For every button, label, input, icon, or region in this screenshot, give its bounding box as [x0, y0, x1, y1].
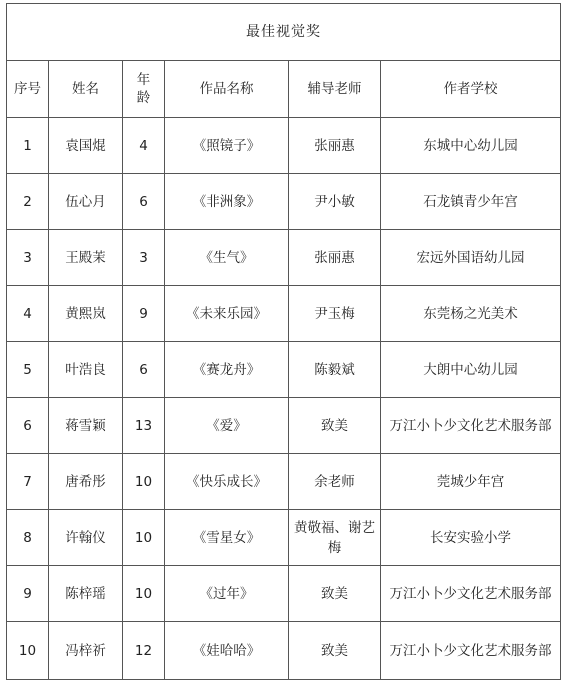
cell-age: 10 — [123, 510, 165, 566]
table-row — [7, 510, 561, 566]
cell-name: 陈梓瑶 — [49, 566, 123, 622]
cell-teacher: 张丽惠 — [289, 230, 381, 286]
cell-no: 3 — [7, 230, 49, 286]
table-row — [7, 286, 561, 342]
cell-teacher: 致美 — [289, 566, 381, 622]
cell-no: 8 — [7, 510, 49, 566]
cell-age: 10 — [123, 566, 165, 622]
cell-no: 10 — [7, 622, 49, 680]
cell-school: 长安实验小学 — [381, 510, 561, 566]
table-title: 最佳视觉奖 — [7, 4, 561, 61]
cell-work: 《未来乐园》 — [165, 286, 289, 342]
cell-age: 3 — [123, 230, 165, 286]
cell-teacher: 黄敬福、谢艺梅 — [289, 510, 381, 566]
header-school: 作者学校 — [381, 61, 561, 118]
cell-work: 《非洲象》 — [165, 174, 289, 230]
cell-age: 6 — [123, 174, 165, 230]
cell-name: 王殿茉 — [49, 230, 123, 286]
cell-school: 东城中心幼儿园 — [381, 118, 561, 174]
cell-no: 2 — [7, 174, 49, 230]
header-row — [7, 61, 561, 118]
cell-teacher: 余老师 — [289, 454, 381, 510]
table-row — [7, 174, 561, 230]
cell-teacher: 致美 — [289, 398, 381, 454]
cell-age: 6 — [123, 342, 165, 398]
cell-no: 4 — [7, 286, 49, 342]
cell-work: 《快乐成长》 — [165, 454, 289, 510]
cell-name: 叶浩良 — [49, 342, 123, 398]
table-row — [7, 118, 561, 174]
table-row — [7, 566, 561, 622]
cell-school: 宏远外国语幼儿园 — [381, 230, 561, 286]
cell-age: 13 — [123, 398, 165, 454]
cell-school: 石龙镇青少年宫 — [381, 174, 561, 230]
title-row — [7, 4, 561, 61]
cell-age: 4 — [123, 118, 165, 174]
header-no: 序号 — [7, 61, 49, 118]
table-row — [7, 342, 561, 398]
cell-no: 1 — [7, 118, 49, 174]
cell-no: 7 — [7, 454, 49, 510]
table-row — [7, 398, 561, 454]
cell-work: 《照镜子》 — [165, 118, 289, 174]
cell-name: 许翰仪 — [49, 510, 123, 566]
cell-school: 万江小卜少文化艺术服务部 — [381, 566, 561, 622]
cell-school: 东莞杨之光美术 — [381, 286, 561, 342]
cell-teacher: 致美 — [289, 622, 381, 680]
cell-name: 蒋雪颖 — [49, 398, 123, 454]
table-row — [7, 230, 561, 286]
cell-age: 12 — [123, 622, 165, 680]
cell-teacher: 尹小敏 — [289, 174, 381, 230]
cell-name: 冯梓祈 — [49, 622, 123, 680]
cell-work: 《娃哈哈》 — [165, 622, 289, 680]
award-table — [6, 3, 561, 680]
cell-teacher: 陈毅斌 — [289, 342, 381, 398]
cell-teacher: 尹玉梅 — [289, 286, 381, 342]
cell-school: 万江小卜少文化艺术服务部 — [381, 398, 561, 454]
header-teacher: 辅导老师 — [289, 61, 381, 118]
header-name: 姓名 — [49, 61, 123, 118]
cell-work: 《赛龙舟》 — [165, 342, 289, 398]
cell-school: 万江小卜少文化艺术服务部 — [381, 622, 561, 680]
cell-teacher: 张丽惠 — [289, 118, 381, 174]
table-row — [7, 622, 561, 680]
cell-school: 莞城少年宫 — [381, 454, 561, 510]
cell-no: 9 — [7, 566, 49, 622]
cell-no: 5 — [7, 342, 49, 398]
cell-name: 唐希彤 — [49, 454, 123, 510]
cell-work: 《爱》 — [165, 398, 289, 454]
cell-work: 《雪星女》 — [165, 510, 289, 566]
table-row — [7, 454, 561, 510]
cell-no: 6 — [7, 398, 49, 454]
cell-name: 伍心月 — [49, 174, 123, 230]
cell-age: 10 — [123, 454, 165, 510]
header-age-bottom: 龄 — [136, 90, 151, 106]
header-age-top: 年 — [136, 72, 151, 88]
cell-work: 《生气》 — [165, 230, 289, 286]
cell-name: 黄熙岚 — [49, 286, 123, 342]
header-work: 作品名称 — [165, 61, 289, 118]
cell-name: 袁国焜 — [49, 118, 123, 174]
cell-school: 大朗中心幼儿园 — [381, 342, 561, 398]
cell-work: 《过年》 — [165, 566, 289, 622]
header-age — [123, 61, 165, 118]
cell-age: 9 — [123, 286, 165, 342]
